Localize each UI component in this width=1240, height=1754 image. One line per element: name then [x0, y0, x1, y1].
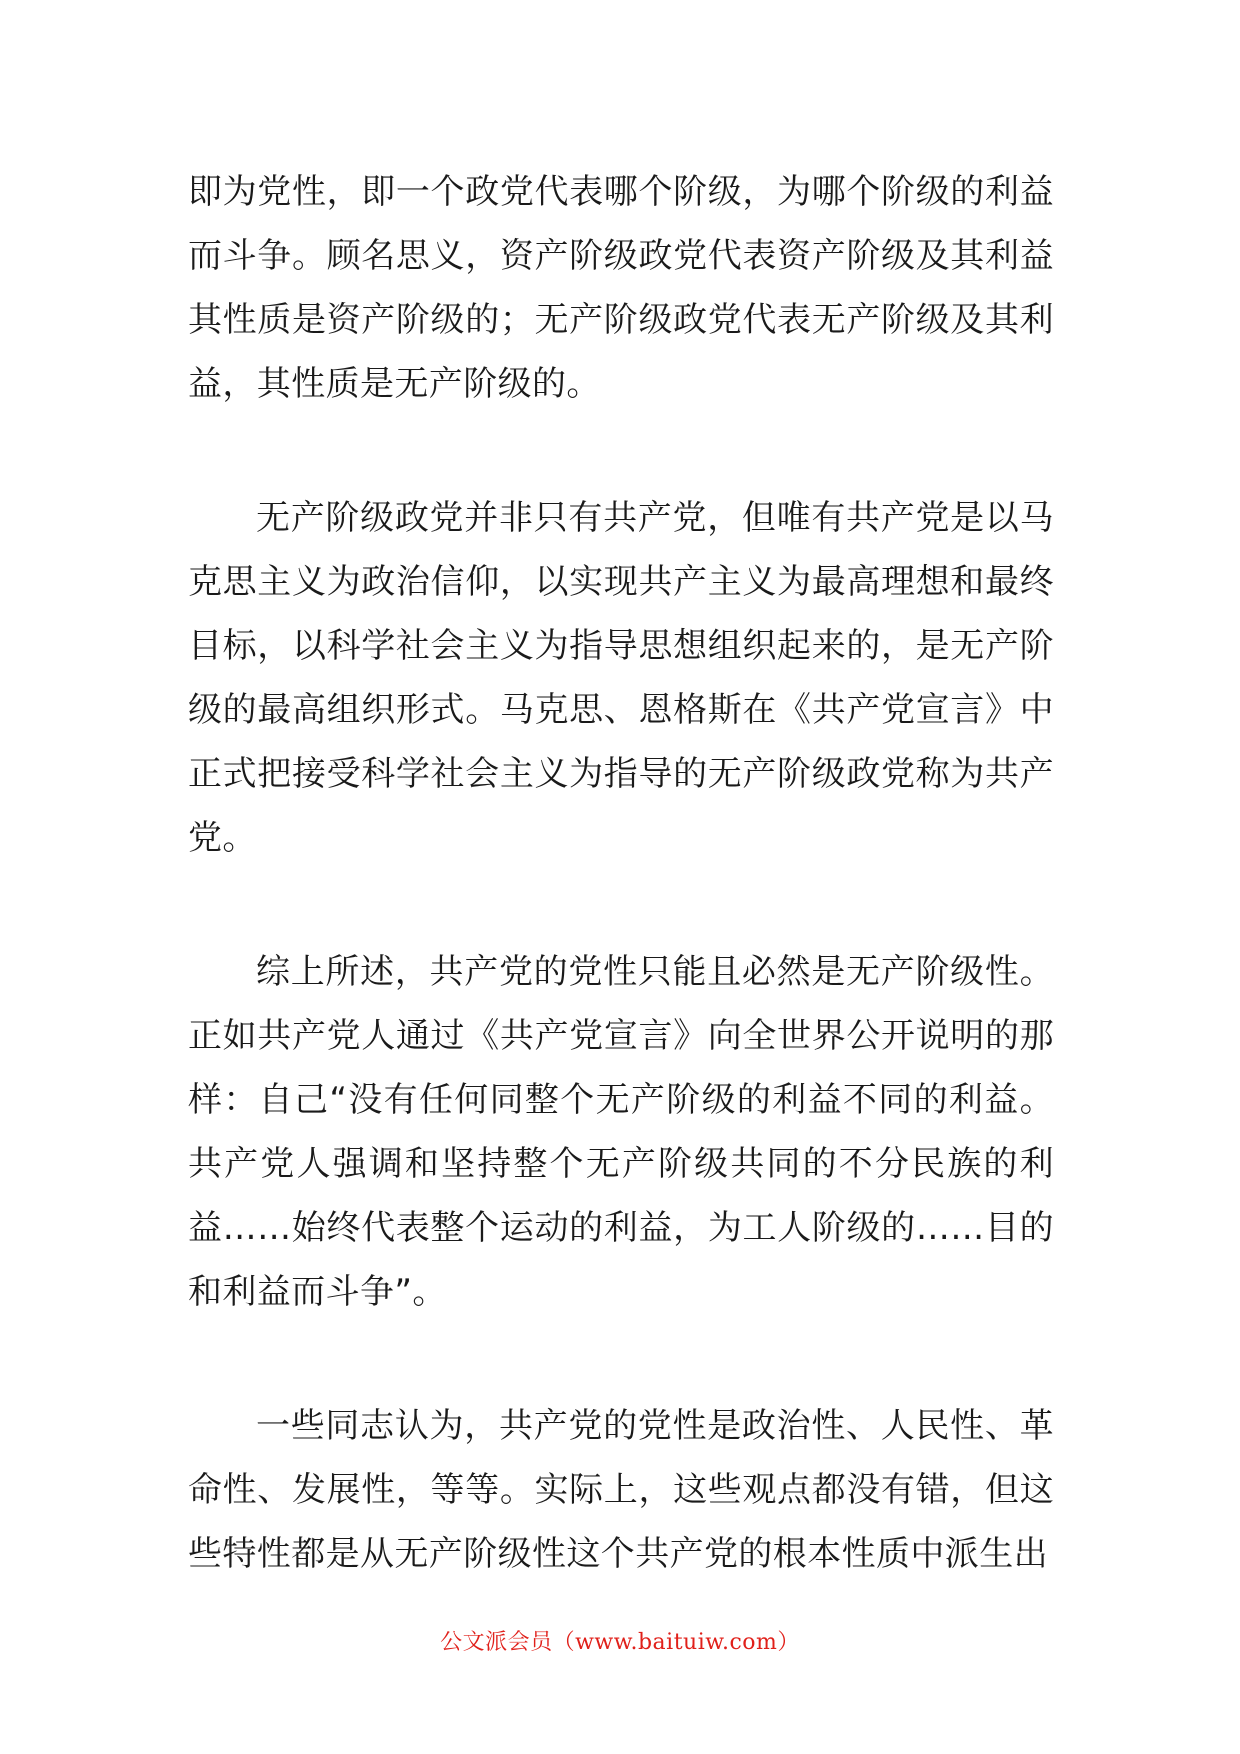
paragraph-4: 一些同志认为，共产党的党性是政治性、人民性、革命性、发展性，等等。实际上，这些观点都没有错，但这些特性都是从无产阶级性这个共产党的根本性质中派生出 [188, 1406, 1054, 1574]
document-body [188, 160, 1054, 1656]
paragraph-1: 即为党性，即一个政党代表哪个阶级，为哪个阶级的利益而斗争。顾名思义，资产阶级政党代表资产阶级及其利益其性质是资产阶级的；无产阶级政党代表无产阶级及其利益，其性质是无产阶级的。 [188, 172, 1054, 404]
paragraph-2: 无产阶级政党并非只有共产党，但唯有共产党是以马克思主义为政治信仰，以实现共产主义为最高理想和最终目标，以科学社会主义为指导思想组织起来的，是无产阶级的最高组织形式。马克思、恩格斯在《共产党宣言》中正式把接受科学社会主义为指导的无产阶级政党称为共产党。 [188, 498, 1054, 858]
footer-watermark: 公文派会员（www.baituiw.com） [440, 1630, 800, 1655]
paragraph-3: 综上所述，共产党的党性只能且必然是无产阶级性。正如共产党人通过《共产党宣言》向全世界公开说明的那样：自己“没有任何同整个无产阶级的利益不同的利益。共产党人强调和坚持整个无产阶级共同的不分民族的利益……始终代表整个运动的利益，为工人阶级的……目的和利益而斗争”。 [188, 952, 1054, 1312]
